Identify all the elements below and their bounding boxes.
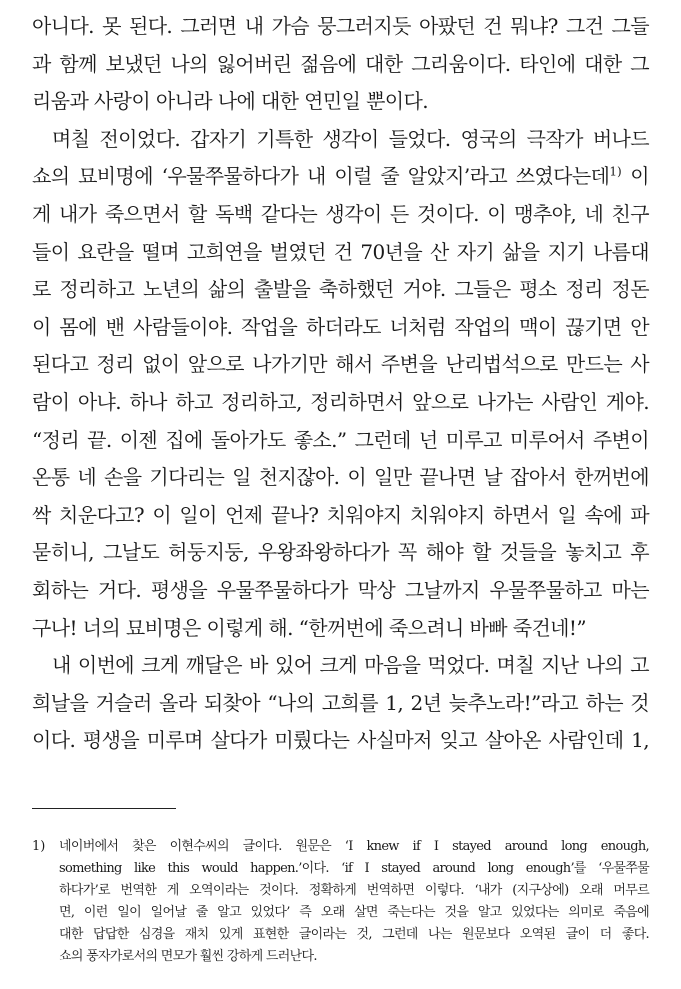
footnote-reference[interactable]: 1) <box>609 164 622 179</box>
text-line: 아니다. 못 된다. 그러면 내 가슴 뭉그러지듯 아팠던 건 뭐냐? 그건 그들 <box>32 14 649 38</box>
body-text <box>32 8 649 760</box>
footnote <box>32 836 649 968</box>
text-line: 온통 네 손을 기다리는 일 천지잖아. 이 일만 끝나면 날 잡아서 한꺼번에 <box>32 465 649 490</box>
text-line: 로 정리하고 노년의 삶의 출발을 축하했던 거야. 그들은 평소 정리 정돈 <box>32 277 649 302</box>
footnote-line: 쇼의 풍자가로서의 면모가 훨씬 강하게 드러난다. <box>59 949 317 964</box>
text-line: 구나! 너의 묘비명은 이렇게 해. “한꺼번에 죽으려니 바빠 죽건네!” <box>32 615 586 640</box>
text-line: 람이 아냐. 하나 하고 정리하고, 정리하면서 앞으로 나가는 사람인 게야. <box>32 389 649 414</box>
text-line: 된다고 정리 없이 앞으로 나가기만 해서 주변을 난리법석으로 만드는 사 <box>32 352 649 377</box>
footnote-line: something like this would happen.’이다. ‘if I stayed around long enough’를 ‘우물쭈물 <box>59 861 649 876</box>
text-segment: 이 <box>621 164 649 189</box>
footnote-text <box>59 836 649 968</box>
text-line: 이 몸에 밴 사람들이야. 작업을 하더라도 너처럼 작업의 맥이 끊기면 안 <box>32 314 649 339</box>
footnote-divider <box>32 808 176 809</box>
text-line: 회하는 거다. 평생을 우물쭈물하다가 막상 그날까지 우물쭈물하고 마는 <box>32 577 649 602</box>
text-line: “정리 끝. 이젠 집에 돌아가도 좋소.” 그런데 넌 미루고 미루어서 주변이 <box>32 427 649 452</box>
paragraph-2 <box>32 121 649 647</box>
text-line-with-footnote-ref <box>32 158 649 196</box>
text-line: 게 내가 죽으면서 할 독백 같다는 생각이 든 것이다. 이 맹추야, 네 친구 <box>32 201 649 226</box>
paragraph-1 <box>32 8 649 121</box>
text-line: 들이 요란을 떨며 고희연을 벌였던 건 70년을 산 자기 삶을 지기 나름대 <box>32 239 649 264</box>
text-segment: 쇼의 묘비명에 ‘우물쭈물하다가 내 이럴 줄 알았지’라고 쓰였다는데 <box>32 164 610 189</box>
book-page <box>32 0 649 989</box>
text-line: 희날을 거슬러 올라 되찾아 “나의 고희를 1, 2년 늦추노라!”라고 하는 것 <box>32 690 649 715</box>
footnote-number: 1) <box>32 839 46 854</box>
footnote-line: 면, 이런 일이 일어날 줄 알고 있었다’ 즉 오래 살면 죽는다는 것을 알고 있었다는 의미로 죽음에 <box>59 905 649 920</box>
text-line: 며칠 전이었다. 갑자기 기특한 생각이 들었다. 영국의 극작가 버나드 <box>52 126 649 151</box>
text-line: 내 이번에 크게 깨달은 바 있어 크게 마음을 먹었다. 며칠 지난 나의 고 <box>52 653 649 678</box>
footnote-line: 대한 답답한 심경을 재치 있게 표현한 글이라는 것, 그런데 나는 원문보다 오역된 글이 더 좋다. <box>59 927 649 942</box>
text-line: 과 함께 보냈던 나의 잃어버린 젊음에 대한 그리움이다. 타인에 대한 그 <box>32 51 649 76</box>
footnote-line: 하다가’로 번역한 게 오역이라는 것이다. 정확하게 번역하면 이렇다. ‘내가 (지구상에) 오래 머무르 <box>59 883 649 898</box>
text-line: 묻히니, 그날도 허둥지둥, 우왕좌왕하다가 꼭 해야 할 것들을 놓치고 후 <box>32 540 649 565</box>
text-line: 이다. 평생을 미루며 살다가 미뤘다는 사실마저 잊고 살아온 사람인데 1, <box>32 728 649 753</box>
footnote-line: 네이버에서 찾은 이현수씨의 글이다. 원문은 ‘I knew if I stayed around long enough, <box>59 839 649 854</box>
text-line: 싹 치운다고? 이 일이 언제 끝나? 치워야지 치워야지 하면서 일 속에 파 <box>32 502 649 527</box>
text-line: 리움과 사랑이 아니라 나에 대한 연민일 뿐이다. <box>32 89 428 114</box>
paragraph-3 <box>32 647 649 760</box>
